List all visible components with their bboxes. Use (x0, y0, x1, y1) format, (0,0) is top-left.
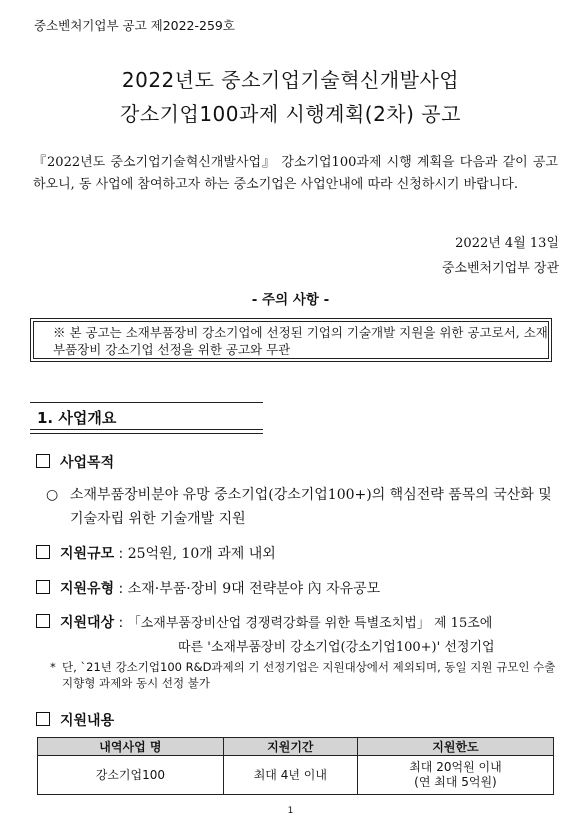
subsection-scale (36, 543, 276, 563)
type-value: 소재·부품·장비 9대 전략분야 內 자유공모 (127, 581, 381, 597)
notice-number: 중소벤처기업부 공고 제2022-259호 (34, 18, 235, 33)
scale-separator: : (114, 546, 128, 562)
subsection-type (36, 578, 380, 598)
table-cell-limit (357, 756, 553, 795)
scale-value: 25억원, 10개 과제 내외 (127, 546, 276, 562)
caution-box (30, 318, 552, 362)
table-header-program: 내역사업 명 (38, 738, 224, 756)
note-asterisk: * (50, 660, 56, 674)
checkbox-square-icon (36, 454, 50, 468)
target-line1: 「소재부품장비산업 경쟁력강화를 위한 특별조치법」 제 15조에 (127, 616, 493, 631)
purpose-text: 소재부품장비분야 유망 중소기업(강소기업100+)의 핵심전략 품목의 국산화 및 기술자립 위한 기술개발 지원 (70, 487, 552, 527)
subsection-content (36, 710, 114, 730)
table-row (38, 756, 554, 795)
note-text: 단, `21년 강소기업100 R&D과제의 기 선정기업은 지원대상에서 제외되며, 동일 지원 규모인 수출지향형 과제와 동시 선정 불가 (62, 660, 556, 690)
caution-title: - 주의 사항 - (251, 292, 330, 308)
checkbox-square-icon (36, 712, 50, 726)
target-separator: : (114, 615, 128, 631)
page-number: 1 (287, 806, 294, 816)
support-table (37, 737, 554, 795)
section-title: 1. 사업개요 (37, 409, 117, 427)
announcement-date: 2022년 4월 13일 (455, 236, 559, 251)
section-rule-top (30, 402, 263, 403)
target-line2: 따른 '소재부품장비 강소기업(강소기업100+)' 선정기업 (178, 640, 495, 655)
limit-line2: (연 최대 5억원) (414, 775, 497, 789)
intro-paragraph: 『2022년도 중소기업기술혁신개발사업』 강소기업100과제 시행 계획을 다음과 같이 공고하오니, 동 사업에 참여하고자 하는 중소기업은 사업안내에 따라 신청하시기 바랍니다. (33, 155, 558, 192)
limit-line1: 최대 20억원 이내 (409, 760, 502, 774)
subsection-target (36, 612, 492, 632)
checkbox-square-icon (36, 580, 50, 594)
purpose-label: 사업목적 (60, 455, 115, 471)
table-cell-program: 강소기업100 (38, 756, 224, 795)
caution-text: ※ 본 공고는 소재부품장비 강소기업에 선정된 기업의 기술개발 지원을 위한 공고로서, 소재부품장비 강소기업 선정을 위한 공고와 무관 (53, 325, 548, 357)
content-label: 지원내용 (60, 713, 115, 729)
checkbox-square-icon (36, 614, 50, 628)
table-header-row (38, 738, 554, 756)
circle-bullet-icon: ○ (46, 487, 59, 503)
document-title-line1: 2022년도 중소기업기술혁신개발사업 (121, 68, 460, 92)
type-separator: : (114, 581, 128, 597)
table-header-period: 지원기간 (223, 738, 357, 756)
issuer: 중소벤처기업부 장관 (441, 261, 559, 276)
document-title-line2: 강소기업100과제 시행계획(2차) 공고 (120, 102, 461, 126)
table-header-limit: 지원한도 (357, 738, 553, 756)
section-rule-bottom (30, 429, 263, 434)
table-cell-period: 최대 4년 이내 (223, 756, 357, 795)
scale-label: 지원규모 (60, 546, 115, 562)
target-label: 지원대상 (60, 615, 115, 631)
checkbox-square-icon (36, 545, 50, 559)
subsection-purpose (36, 452, 114, 472)
type-label: 지원유형 (60, 581, 115, 597)
